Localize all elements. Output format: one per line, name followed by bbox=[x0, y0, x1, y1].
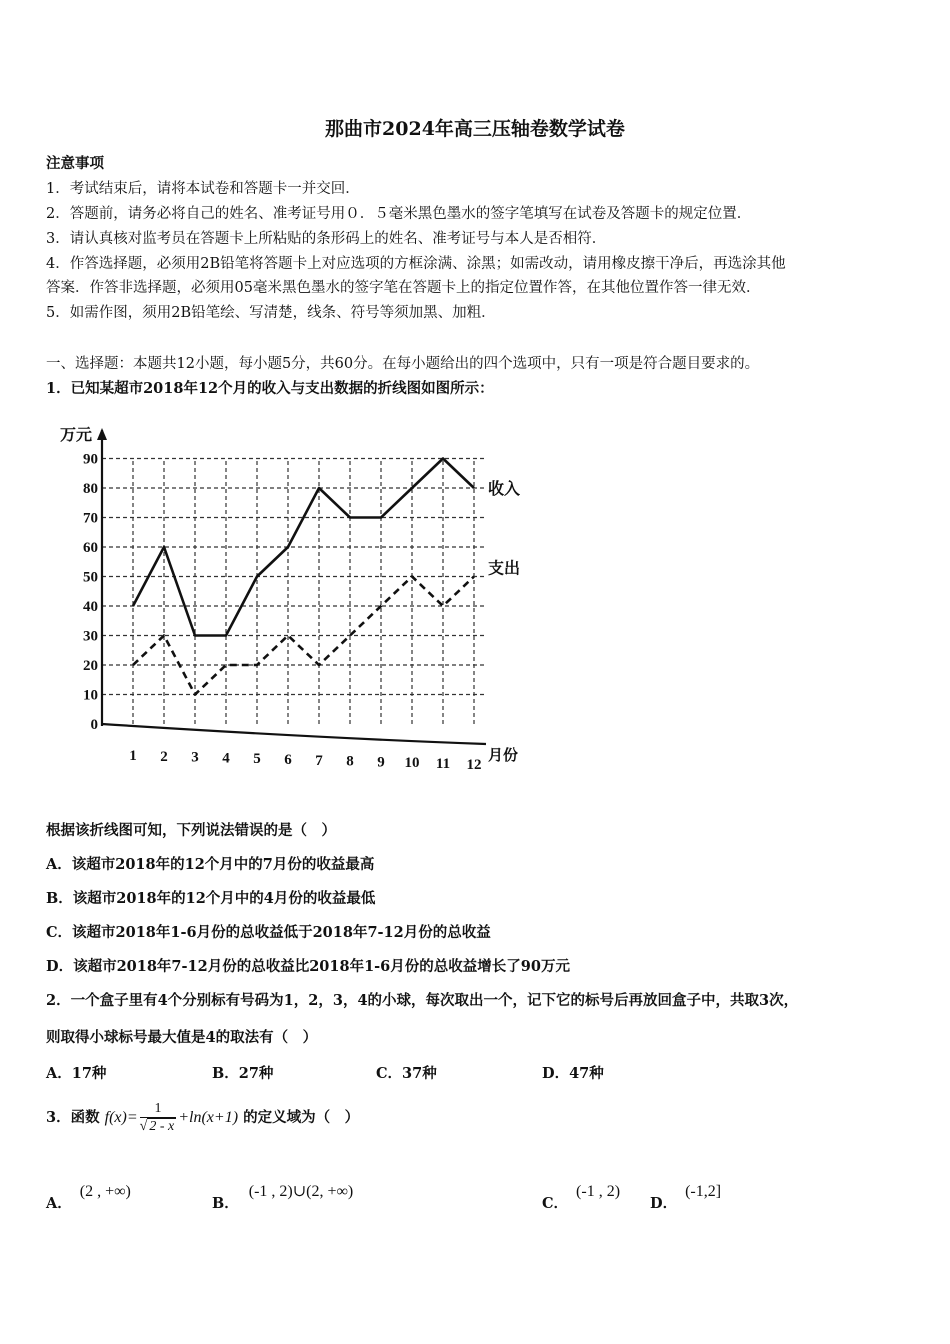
notice-item: 5．如需作图，须用2B铅笔绘、写清楚，线条、符号等须加黑、加粗． bbox=[46, 305, 496, 321]
function-tail: +ln(x+1) bbox=[178, 1109, 239, 1126]
question-2-option-d[interactable]: D．47种 bbox=[542, 1065, 604, 1082]
notice-item: 答案．作答非选择题，必须用05毫米黑色墨水的签字笔在答题卡上的指定位置作答，在其他位置作答一律无效． bbox=[46, 280, 761, 296]
x-axis bbox=[102, 724, 486, 744]
question-2-option-c[interactable]: C．37种 bbox=[376, 1065, 437, 1082]
question-2-option-a[interactable]: A．17种 bbox=[46, 1065, 107, 1082]
question-3-option-a[interactable] bbox=[46, 1180, 131, 1212]
question-1-option-b[interactable]: B．该超市2018年的12个月中的4月份的收益最低 bbox=[46, 890, 376, 907]
x-tick-label: 5 bbox=[253, 751, 261, 768]
option-value: (-1 , 2) bbox=[576, 1183, 621, 1200]
notice-item: 1．考试结束后，请将本试卷和答题卡一并交回． bbox=[46, 181, 360, 197]
question-3-option-d[interactable] bbox=[650, 1180, 722, 1212]
x-tick-label: 12 bbox=[466, 756, 482, 773]
x-tick-label: 1 bbox=[129, 748, 137, 764]
section-heading: 一、选择题：本题共12小题，每小题5分，共60分。在每小题给出的四个选项中，只有一项是符合题目要求的。 bbox=[46, 356, 760, 372]
chart-series bbox=[133, 459, 474, 695]
y-tick-label: 10 bbox=[83, 687, 98, 704]
page-title: 那曲市2024年高三压轴卷数学试卷 bbox=[325, 118, 625, 140]
y-tick-label: 30 bbox=[83, 628, 98, 645]
x-tick-label: 9 bbox=[377, 754, 385, 771]
question-2-stem-cont: 则取得小球标号最大值是4的取法有（ ） bbox=[46, 1029, 318, 1046]
question-3-option-b[interactable] bbox=[212, 1180, 354, 1212]
question-1-stem: 1．已知某超市2018年12个月的收入与支出数据的折线图如图所示： bbox=[46, 380, 494, 397]
notice-item: 4．作答选择题，必须用2B铅笔将答题卡上对应选项的方框涂满、涂黑；如需改动，请用橡皮擦干净后，再选涂其他 bbox=[46, 256, 786, 272]
x-tick-label: 3 bbox=[191, 749, 199, 766]
notice-item: 2．答题前，请务必将自己的姓名、准考证号用０．５毫米黑色墨水的签字笔填写在试卷及答题卡的规定位置． bbox=[46, 206, 752, 222]
fraction-numerator: 1 bbox=[140, 1101, 177, 1118]
y-tick-label: 80 bbox=[83, 481, 98, 497]
y-axis-title: 万元 bbox=[60, 425, 93, 444]
chart-axes bbox=[97, 428, 486, 744]
question-3-prefix: 3．函数 bbox=[46, 1109, 100, 1126]
function-name: f(x)= bbox=[104, 1109, 138, 1126]
y-tick-label: 40 bbox=[83, 599, 98, 615]
y-tick-label: 70 bbox=[83, 510, 98, 527]
question-1-option-d[interactable]: D．该超市2018年7-12月份的总收益比2018年1-6月份的总收益增长了90万元 bbox=[46, 958, 570, 975]
option-label: C． bbox=[542, 1195, 569, 1212]
x-tick-label: 6 bbox=[284, 752, 292, 768]
fraction bbox=[140, 1101, 177, 1136]
question-3-option-c[interactable] bbox=[542, 1180, 621, 1212]
x-tick-label: 2 bbox=[160, 748, 168, 765]
x-tick-label: 10 bbox=[404, 755, 420, 772]
y-tick-label: 90 bbox=[83, 451, 98, 468]
x-tick-label: 8 bbox=[346, 753, 354, 770]
income-expense-line-chart bbox=[40, 418, 540, 778]
expense-line bbox=[133, 577, 474, 695]
series-label: 收入 bbox=[488, 479, 521, 498]
y-tick-label: 0 bbox=[90, 717, 98, 733]
series-label: 支出 bbox=[488, 558, 521, 578]
fraction-denominator: √ 2 - x bbox=[139, 1118, 175, 1134]
question-1-option-a[interactable]: A．该超市2018年的12个月中的7月份的收益最高 bbox=[46, 856, 375, 873]
question-1-prompt: 根据该折线图可知，下列说法错误的是（ ） bbox=[46, 822, 336, 839]
sqrt-radicand: 2 - x bbox=[149, 1118, 175, 1134]
option-value: (2 , +∞) bbox=[79, 1183, 131, 1200]
option-label: D． bbox=[650, 1195, 678, 1212]
question-1-option-c[interactable]: C．该超市2018年1-6月份的总收益低于2018年7-12月份的总收益 bbox=[46, 924, 491, 941]
y-tick-label: 50 bbox=[83, 569, 98, 586]
x-tick-label: 7 bbox=[315, 752, 323, 769]
y-tick-label: 20 bbox=[83, 658, 98, 674]
option-label: A． bbox=[46, 1195, 72, 1212]
x-axis-title: 月份 bbox=[488, 746, 519, 764]
x-tick-label: 4 bbox=[222, 750, 230, 767]
notice-item: 3．请认真核对监考员在答题卡上所粘贴的条形码上的姓名、准考证号与本人是否相符． bbox=[46, 231, 607, 247]
question-3-suffix: 的定义域为（ ） bbox=[243, 1109, 360, 1126]
x-tick-label: 11 bbox=[435, 756, 451, 772]
option-value: (-1 , 2)∪(2, +∞) bbox=[248, 1183, 354, 1200]
question-2-option-b[interactable]: B．27种 bbox=[212, 1065, 274, 1082]
notice-heading: 注意事项 bbox=[46, 155, 104, 172]
y-axis-arrow bbox=[97, 428, 107, 440]
question-2-stem: 2．一个盒子里有4个分别标有号码为1，2，3，4的小球，每次取出一个，记下它的标号后再放回盒子中，共取3次， bbox=[46, 992, 799, 1009]
y-tick-label: 60 bbox=[83, 540, 98, 556]
option-label: B． bbox=[212, 1195, 239, 1212]
question-3-stem bbox=[46, 1100, 359, 1136]
chart-grid bbox=[102, 459, 484, 725]
option-value: (-1,2] bbox=[685, 1183, 722, 1200]
income-line bbox=[133, 459, 474, 636]
